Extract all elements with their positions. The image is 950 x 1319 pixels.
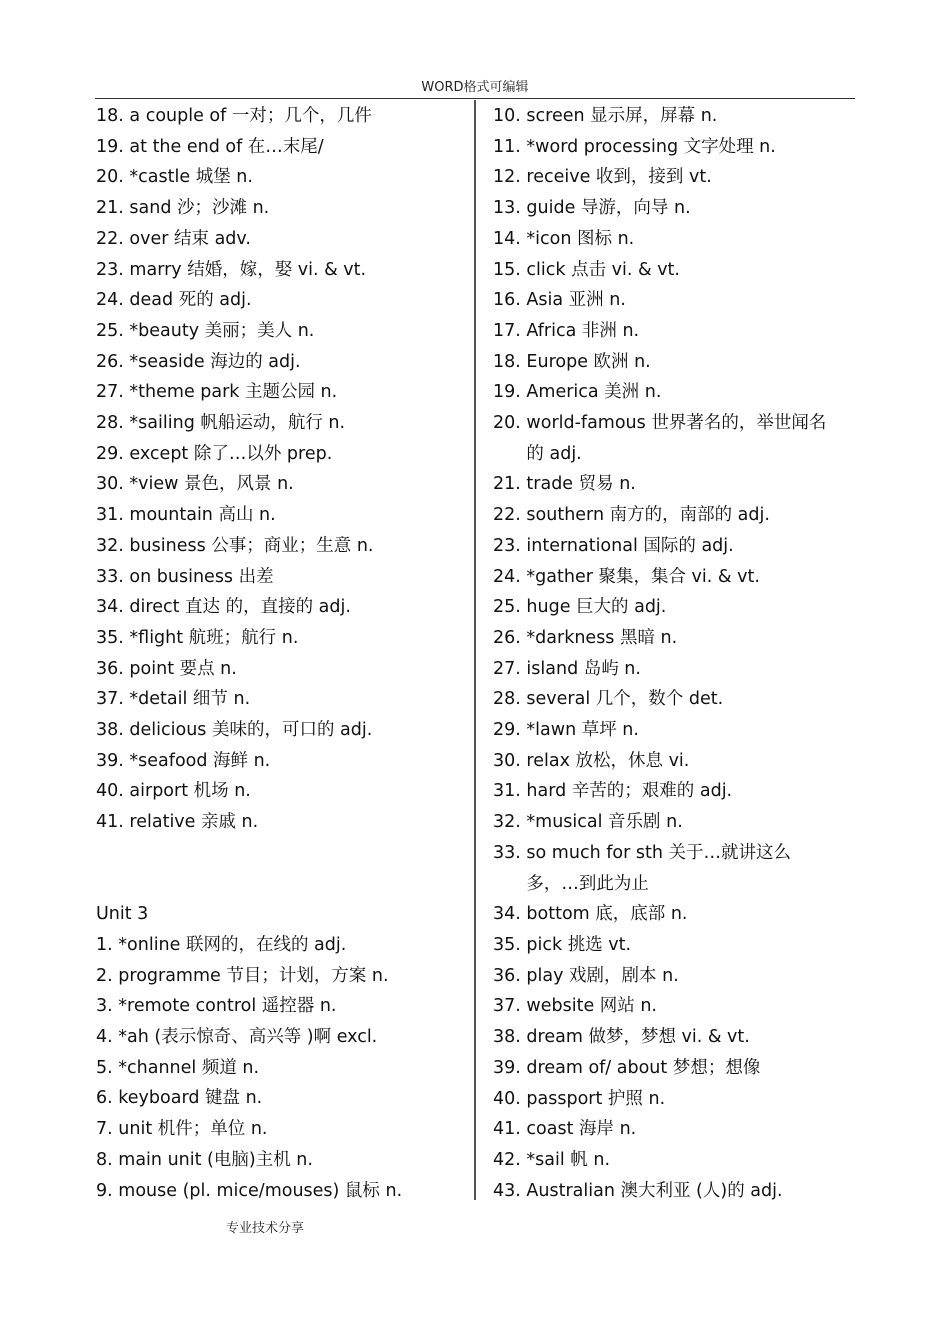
vocab-item — [96, 377, 466, 408]
item-text: at the end of 在…末尾/ — [129, 136, 324, 157]
item-text: pick 挑选 vt. — [526, 934, 632, 955]
right-column — [493, 101, 833, 1206]
item-number: 19. — [96, 136, 124, 157]
vocab-item — [493, 316, 833, 347]
vocab-item — [493, 500, 833, 531]
item-text: dream 做梦，梦想 vi. & vt. — [526, 1027, 750, 1048]
vocab-item — [493, 776, 833, 807]
vocab-item — [493, 1053, 833, 1084]
item-number: 26. — [493, 627, 521, 648]
item-number: 32. — [96, 535, 124, 556]
vocab-item — [96, 531, 466, 562]
item-text: *beauty 美丽；美人 n. — [129, 320, 315, 341]
item-number: 6. — [96, 1088, 113, 1109]
item-number: 26. — [96, 351, 124, 372]
vocab-item — [96, 592, 466, 623]
vocab-item — [493, 899, 833, 930]
item-text: programme 节目；计划，方案 n. — [118, 965, 389, 986]
item-number: 36. — [96, 658, 124, 679]
vocab-item — [96, 562, 466, 593]
vocab-item — [96, 746, 466, 777]
item-text: direct 直达 的，直接的 adj. — [129, 597, 351, 618]
item-text: passport 护照 n. — [526, 1088, 666, 1109]
vocab-item — [96, 162, 466, 193]
item-number: 37. — [493, 996, 521, 1017]
item-number: 29. — [493, 720, 521, 741]
item-number: 8. — [96, 1149, 113, 1170]
item-number: 43. — [493, 1180, 521, 1201]
item-text: *detail 细节 n. — [129, 689, 251, 710]
item-text: *musical 音乐剧 n. — [526, 812, 683, 833]
vocab-item — [96, 347, 466, 378]
item-number: 31. — [493, 781, 521, 802]
vocab-item — [96, 684, 466, 715]
item-text: *sail 帆 n. — [526, 1149, 611, 1170]
item-text: airport 机场 n. — [129, 781, 251, 802]
item-number: 9. — [96, 1180, 113, 1201]
item-number: 1. — [96, 934, 113, 955]
item-number: 14. — [493, 228, 521, 249]
vocab-item — [493, 469, 833, 500]
header-divider — [95, 98, 855, 99]
section-gap — [96, 838, 466, 899]
item-text: so much for sth 关于…就讲这么多，…到此为止 — [526, 842, 791, 894]
vocab-item — [96, 224, 466, 255]
item-text: *seafood 海鲜 n. — [129, 750, 271, 771]
item-number: 41. — [96, 812, 124, 833]
vocab-item — [96, 1145, 466, 1176]
vocab-item — [493, 531, 833, 562]
vocab-item — [96, 439, 466, 470]
vocab-item — [96, 654, 466, 685]
item-number: 42. — [493, 1149, 521, 1170]
item-number: 21. — [493, 474, 521, 495]
vocab-item — [96, 469, 466, 500]
item-text: mountain 高山 n. — [129, 505, 276, 526]
item-number: 25. — [96, 320, 124, 341]
item-text: relax 放松，休息 vi. — [526, 750, 690, 771]
vocab-item — [493, 132, 833, 163]
vocab-item — [96, 408, 466, 439]
vocab-item — [493, 162, 833, 193]
vocab-item — [493, 930, 833, 961]
vocab-item — [493, 807, 833, 838]
item-number: 23. — [493, 535, 521, 556]
vocab-item — [493, 623, 833, 654]
item-number: 29. — [96, 443, 124, 464]
vocab-item — [493, 1176, 833, 1207]
item-text: a couple of 一对；几个，几件 — [129, 106, 372, 126]
item-text: Africa 非洲 n. — [526, 320, 640, 341]
item-text: marry 结婚，嫁，娶 vi. & vt. — [129, 259, 367, 280]
item-text: trade 贸易 n. — [526, 474, 636, 495]
item-text: *seaside 海边的 adj. — [129, 351, 301, 372]
item-text: *ah (表示惊奇、高兴等 )啊 excl. — [118, 1027, 378, 1048]
vocab-item — [96, 1053, 466, 1084]
vocab-item — [493, 224, 833, 255]
vocab-item — [96, 623, 466, 654]
vocab-item — [96, 500, 466, 531]
item-number: 34. — [96, 597, 124, 618]
item-text: website 网站 n. — [526, 996, 657, 1017]
item-number: 4. — [96, 1027, 113, 1048]
page-header: WORD格式可编辑 — [421, 80, 529, 95]
item-text: point 要点 n. — [129, 658, 237, 679]
item-text: guide 导游，向导 n. — [526, 198, 691, 219]
vocab-item — [96, 193, 466, 224]
item-text: keyboard 键盘 n. — [118, 1088, 263, 1109]
vocab-list-unit3 — [96, 930, 466, 1206]
vocab-item — [493, 347, 833, 378]
vocab-item — [96, 1083, 466, 1114]
item-text: southern 南方的，南部的 adj. — [526, 505, 770, 526]
item-text: on business 出差 — [129, 566, 274, 587]
vocab-item — [493, 654, 833, 685]
item-text: coast 海岸 n. — [526, 1119, 637, 1140]
vocab-item — [493, 838, 833, 899]
item-number: 33. — [96, 566, 124, 587]
vocab-item — [96, 715, 466, 746]
item-number: 28. — [96, 413, 124, 434]
item-number: 40. — [96, 781, 124, 802]
item-number: 32. — [493, 812, 521, 833]
item-text: business 公事；商业；生意 n. — [129, 535, 374, 556]
vocab-item — [493, 285, 833, 316]
item-text: several 几个，数个 det. — [526, 689, 724, 710]
vocab-item — [493, 715, 833, 746]
vocab-item — [96, 1022, 466, 1053]
item-text: *sailing 帆船运动，航行 n. — [129, 413, 346, 434]
item-number: 22. — [96, 228, 124, 249]
item-number: 5. — [96, 1057, 113, 1078]
vocab-item — [96, 285, 466, 316]
item-number: 35. — [493, 934, 521, 955]
vocab-item — [96, 961, 466, 992]
item-text: *view 景色，风景 n. — [129, 474, 294, 495]
item-text: *flight 航班；航行 n. — [129, 627, 299, 648]
item-number: 20. — [493, 413, 521, 434]
item-text: except 除了…以外 prep. — [129, 443, 333, 464]
item-number: 41. — [493, 1119, 521, 1140]
item-text: *darkness 黑暗 n. — [526, 627, 678, 648]
item-number: 39. — [493, 1057, 521, 1078]
item-text: Australian 澳大利亚 (人)的 adj. — [526, 1180, 783, 1201]
item-text: *castle 城堡 n. — [129, 167, 253, 188]
vocab-item — [493, 408, 833, 469]
item-number: 33. — [493, 842, 521, 863]
item-text: world-famous 世界著名的，举世闻名的 adj. — [526, 413, 827, 464]
item-number: 25. — [493, 597, 521, 618]
item-number: 28. — [493, 689, 521, 710]
item-number: 16. — [493, 290, 521, 311]
item-text: *gather 聚集，集合 vi. & vt. — [526, 566, 760, 587]
item-number: 27. — [96, 382, 124, 403]
item-text: *lawn 草坪 n. — [526, 720, 639, 741]
vocab-item — [493, 1022, 833, 1053]
item-number: 15. — [493, 259, 521, 280]
left-column — [96, 101, 466, 1206]
vocab-list-unit2 — [96, 101, 466, 838]
item-number: 11. — [493, 136, 521, 157]
item-text: play 戏剧，剧本 n. — [526, 965, 679, 986]
item-number: 3. — [96, 996, 113, 1017]
vocab-item — [493, 255, 833, 286]
item-text: over 结束 adv. — [129, 228, 251, 249]
vocab-item — [96, 101, 466, 132]
item-text: dead 死的 adj. — [129, 290, 252, 311]
item-number: 21. — [96, 198, 124, 219]
item-text: bottom 底，底部 n. — [526, 904, 688, 925]
item-number: 34. — [493, 904, 521, 925]
item-text: Europe 欧洲 n. — [526, 351, 651, 372]
vocab-item — [493, 684, 833, 715]
vocab-item — [493, 961, 833, 992]
item-number: 18. — [493, 351, 521, 372]
item-number: 38. — [96, 720, 124, 741]
item-number: 17. — [493, 320, 521, 341]
item-text: dream of/ about 梦想；想像 — [526, 1057, 761, 1078]
vocab-item — [493, 1145, 833, 1176]
item-text: *icon 图标 n. — [526, 228, 635, 249]
item-text: mouse (pl. mice/mouses) 鼠标 n. — [118, 1180, 403, 1201]
item-text: *remote control 遥控器 n. — [118, 996, 337, 1017]
item-number: 19. — [493, 382, 521, 403]
item-text: *word processing 文字处理 n. — [526, 136, 776, 157]
item-number: 24. — [96, 290, 124, 311]
item-text: delicious 美味的，可口的 adj. — [129, 720, 373, 741]
item-number: 22. — [493, 505, 521, 526]
vocab-item — [96, 1114, 466, 1145]
vocab-item — [493, 101, 833, 132]
item-text: hard 辛苦的；艰难的 adj. — [526, 781, 733, 802]
vocab-item — [96, 255, 466, 286]
item-number: 2. — [96, 965, 113, 986]
item-number: 36. — [493, 965, 521, 986]
vocab-item — [493, 746, 833, 777]
vocab-item — [96, 930, 466, 961]
item-text: Asia 亚洲 n. — [526, 290, 626, 311]
item-number: 39. — [96, 750, 124, 771]
vocab-item — [96, 807, 466, 838]
vocab-item — [493, 562, 833, 593]
item-number: 30. — [493, 750, 521, 771]
item-text: *channel 频道 n. — [118, 1057, 260, 1078]
vocab-item — [96, 991, 466, 1022]
item-text: relative 亲戚 n. — [129, 812, 259, 833]
item-text: receive 收到，接到 vt. — [526, 167, 712, 188]
item-number: 35. — [96, 627, 124, 648]
item-text: main unit (电脑)主机 n. — [118, 1149, 313, 1170]
item-number: 30. — [96, 474, 124, 495]
unit-heading: Unit 3 — [96, 904, 149, 925]
item-number: 7. — [96, 1119, 113, 1140]
column-divider — [474, 100, 476, 1200]
vocab-item — [493, 1084, 833, 1115]
item-number: 40. — [493, 1088, 521, 1109]
item-number: 31. — [96, 505, 124, 526]
vocab-item — [493, 193, 833, 224]
item-text: sand 沙；沙滩 n. — [129, 198, 270, 219]
item-number: 37. — [96, 689, 124, 710]
item-number: 10. — [493, 106, 521, 126]
item-text: America 美洲 n. — [526, 382, 662, 403]
item-text: *theme park 主题公园 n. — [129, 382, 338, 403]
item-number: 38. — [493, 1027, 521, 1048]
item-text: *online 联网的，在线的 adj. — [118, 934, 347, 955]
vocab-item — [96, 776, 466, 807]
item-text: screen 显示屏，屏幕 n. — [526, 106, 718, 126]
vocab-item — [493, 1114, 833, 1145]
item-text: unit 机件；单位 n. — [118, 1119, 268, 1140]
vocab-item — [493, 377, 833, 408]
page-footer: 专业技术分享 — [226, 1221, 305, 1236]
vocab-item — [96, 1176, 466, 1207]
item-number: 18. — [96, 106, 124, 126]
item-number: 27. — [493, 658, 521, 679]
item-text: island 岛屿 n. — [526, 658, 641, 679]
vocab-item — [493, 592, 833, 623]
item-number: 24. — [493, 566, 521, 587]
item-number: 20. — [96, 167, 124, 188]
vocab-item — [493, 991, 833, 1022]
vocab-item — [96, 132, 466, 163]
item-number: 12. — [493, 167, 521, 188]
item-number: 13. — [493, 198, 521, 219]
item-text: huge 巨大的 adj. — [526, 597, 667, 618]
vocab-item — [96, 316, 466, 347]
item-number: 23. — [96, 259, 124, 280]
item-text: international 国际的 adj. — [526, 535, 734, 556]
vocab-list-unit3-continued — [493, 101, 833, 1206]
item-text: click 点击 vi. & vt. — [526, 259, 680, 280]
